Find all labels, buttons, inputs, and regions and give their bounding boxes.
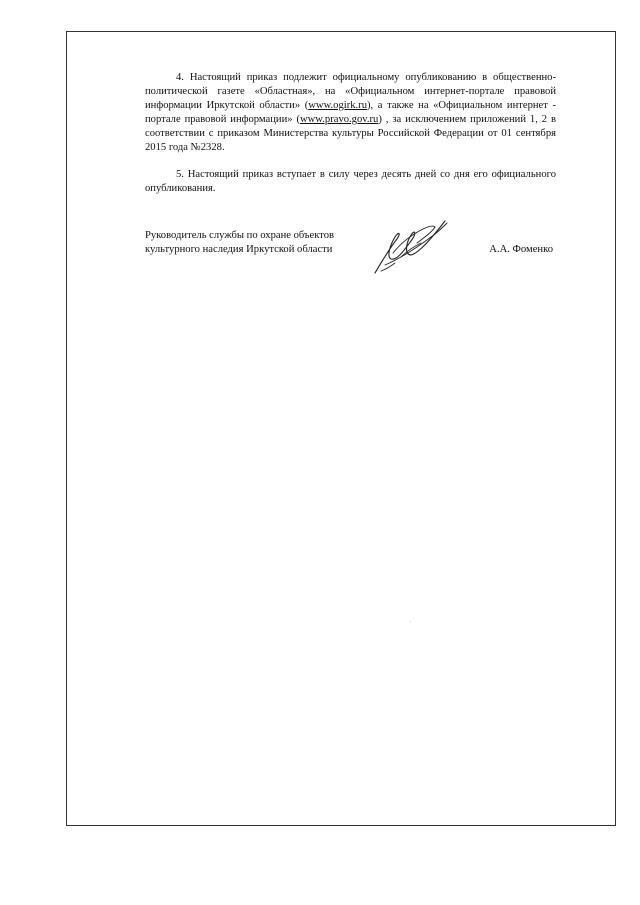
- handwritten-signature: [371, 213, 451, 277]
- paragraph-4-text-3: ) , за исключением приложений 1, 2 в соответствии с приказом Министерства культуры Российской Федерации от 01 сентября 2015 года №2328.: [145, 113, 556, 153]
- signatory-position-line-2: культурного наследия Иркутской области: [145, 244, 333, 255]
- paragraph-4-text-2: ), а также на «Официальном интернет - портале правовой информации» (: [145, 99, 556, 125]
- signatory-name: А.А. Фоменко: [489, 244, 553, 255]
- paragraph-4-text-1: 4. Настоящий приказ подлежит официальному опубликованию в общественно-политической газете «Областная», на «Официальном интернет-портале правовой информации Иркутской области» (: [145, 72, 556, 111]
- signature-block: [145, 229, 556, 279]
- scan-speck: [410, 621, 411, 622]
- document-body: [145, 71, 556, 196]
- ogirk-link[interactable]: www.ogirk.ru: [308, 99, 368, 111]
- pravo-link[interactable]: www.pravo.gov.ru: [300, 113, 379, 125]
- signatory-position: [145, 229, 375, 257]
- signatory-position-line-1: Руководитель службы по охране объектов: [145, 230, 335, 241]
- paragraph-5: 5. Настоящий приказ вступает в силу через десять дней со дня его официального опубликования.: [145, 168, 556, 194]
- paragraph-4: [145, 71, 556, 154]
